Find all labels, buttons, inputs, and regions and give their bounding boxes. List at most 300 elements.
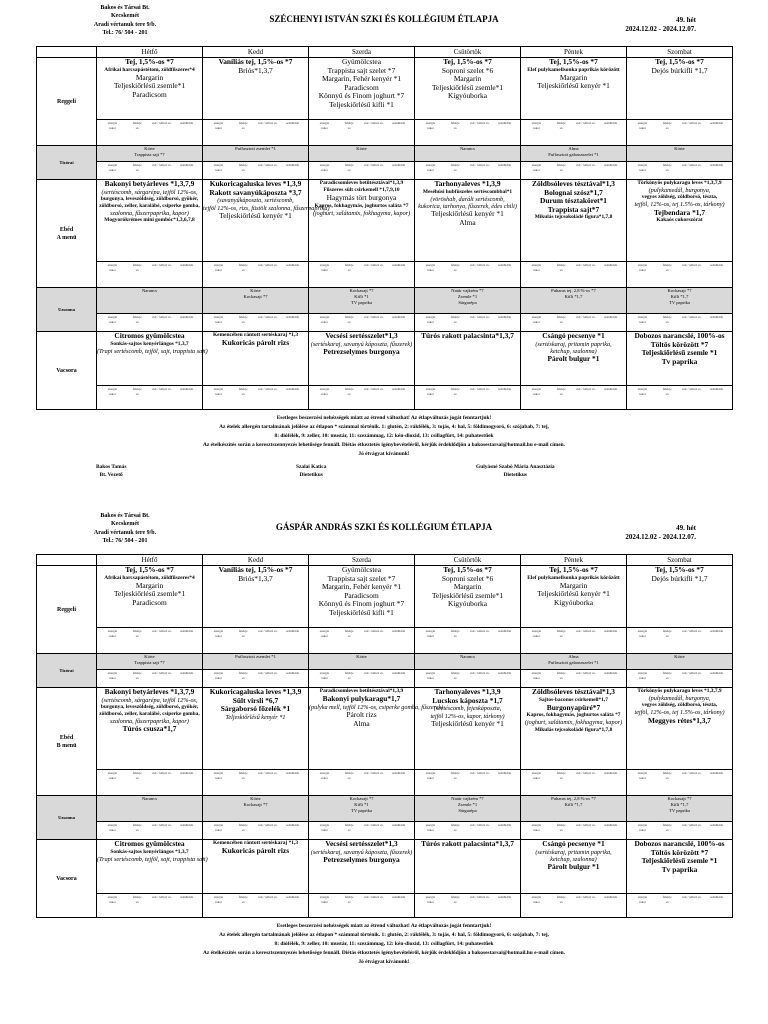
- dish-line: Sajtos-baconos csirkemell*1,7: [539, 696, 608, 703]
- snack-item: Zsemle *1: [457, 294, 478, 299]
- nutrition-label: cukor: [214, 828, 222, 832]
- nutrition-label: cukor: [638, 900, 646, 904]
- dish-line: (Trapi sertéscomb, tejföl, sajt, trappista sajt): [97, 347, 208, 355]
- dish-line: Túrós rakott palacsinta*1,3,7: [421, 839, 514, 848]
- day-header: Hétfő: [97, 47, 203, 58]
- nutrition-label: zsír / telített zs.: [470, 315, 490, 319]
- dish-cell: [97, 566, 203, 628]
- company-line: Aradi vértanuk tere 9/b.: [93, 529, 157, 536]
- dish-line: Zöldbsóleves tésztával*1,3: [532, 179, 615, 188]
- nutrition-label: só: [453, 776, 457, 780]
- dish-cell: [521, 688, 627, 770]
- nutrition-values: [627, 386, 732, 397]
- dish-cell: [97, 331, 208, 386]
- nutrition-values: [309, 314, 414, 325]
- dish-line: Vecsési sertésszelet*1,3: [325, 331, 398, 340]
- snack-cell: [203, 288, 309, 314]
- snack-item: Sárgarépa: [458, 808, 477, 813]
- nutrition-label: só: [135, 634, 139, 638]
- dish-line: Kukoricagaluska leves *1,3,9: [209, 687, 302, 696]
- snack-item: Körte: [250, 796, 261, 801]
- nutrition-cell: [309, 770, 415, 796]
- nutrition-label: energia: [107, 315, 118, 319]
- date-range: 2024.12.02 - 2024.12.07.: [625, 533, 696, 541]
- nutrition-label: energia: [213, 387, 224, 391]
- nutrition-cell: [627, 894, 733, 918]
- page-title: SZÉCHENYI ISTVÁN SZKI ÉS KOLLÉGIUM ÉTLAPJA: [269, 14, 499, 24]
- nutrition-label: energia: [637, 387, 648, 391]
- nutrition-cell: [521, 770, 627, 796]
- nutrition-cell: [521, 628, 627, 654]
- dish-line: Margarin, Fehér kenyér *1: [321, 582, 402, 592]
- nutrition-label: energia: [637, 771, 648, 775]
- dish-line: Tej, 1,5%-os *7: [125, 57, 174, 66]
- nutrition-cell: [415, 314, 521, 332]
- footer-line: 8: diófélék, 9: zeller, 10: mustár, 11: szezámmag, 12: kén-dioxid, 13: csillagfürt, 14: puhatestűek: [274, 433, 494, 439]
- nutrition-label: zsír / telített zs.: [576, 629, 596, 633]
- nutrition-label: cukor: [532, 828, 540, 832]
- dish-line: Paradicsom: [344, 590, 379, 600]
- day-header: Kedd: [203, 47, 309, 58]
- snack-item: TV paprika: [669, 808, 690, 813]
- nutrition-label: zsír / telített zs.: [258, 771, 278, 775]
- dish-line: (Trapi sertéscomb, tejföl, sajt, trappista sajt): [97, 855, 208, 863]
- nutrition-label: szénhidrát: [286, 895, 300, 899]
- dish-cell: [627, 840, 733, 894]
- nutrition-label: energia: [425, 771, 436, 775]
- nutrition-label: só: [347, 828, 351, 832]
- nutrition-label: energia: [531, 263, 542, 267]
- nutrition-label: energia: [425, 163, 436, 167]
- dish-cell: [309, 180, 415, 262]
- nutrition-row: [37, 628, 733, 654]
- nutrition-label: só: [241, 320, 245, 324]
- dish-cell: [203, 688, 309, 770]
- nutrition-label: fehérje: [132, 387, 142, 391]
- meal-label: [37, 840, 97, 918]
- nutrition-label: energia: [637, 315, 648, 319]
- signatures: [36, 459, 732, 489]
- dish-line: Petrezselymes burgonya: [323, 347, 400, 356]
- company-line: Tel.: 76/ 504 - 201: [102, 538, 148, 545]
- nutrition-values: [203, 894, 308, 905]
- dish-line: Afrikai harcsapástétom, zöldfűszeres*4: [104, 66, 195, 73]
- nutrition-label: só: [347, 268, 351, 272]
- nutrition-label: zsír / telített zs.: [682, 895, 702, 899]
- nutrition-label: cukor: [214, 320, 222, 324]
- nutrition-label: só: [135, 900, 139, 904]
- nutrition-label: zsír / telített zs.: [576, 163, 596, 167]
- dish-cell: [521, 58, 627, 120]
- nutrition-label: cukor: [426, 320, 434, 324]
- nutrition-label: cukor: [214, 900, 222, 904]
- dish-line: tejföl 12%-os, rizs, füstölt szalonna, fűszerpaprika): [203, 204, 330, 212]
- nutrition-label: cukor: [108, 676, 116, 680]
- snack-row: [37, 654, 733, 670]
- dish-line: Tej, 1,5%-os *7: [655, 565, 704, 574]
- nutrition-values: [521, 314, 626, 325]
- dish-line: Vecsési sertésszelet*1,3: [325, 839, 398, 848]
- signatory-role: Dietetikus: [503, 472, 527, 478]
- nutrition-label: energia: [213, 823, 224, 827]
- nutrition-label: energia: [531, 121, 542, 125]
- nutrition-values: [203, 162, 308, 173]
- day-header-row: [37, 555, 733, 566]
- nutrition-label: só: [241, 126, 245, 130]
- nutrition-label: energia: [637, 823, 648, 827]
- snack-item: Narancs: [141, 796, 158, 801]
- nutrition-label: zsír / telített zs.: [152, 263, 172, 267]
- nutrition-label: cukor: [320, 126, 328, 130]
- nutrition-label: szénhidrát: [710, 671, 724, 675]
- snack-item: Alma: [568, 146, 579, 151]
- nutrition-label: zsír / telített zs.: [682, 823, 702, 827]
- nutrition-label: szénhidrát: [286, 629, 300, 633]
- snack-cell: [97, 146, 203, 162]
- day-header: Péntek: [521, 555, 627, 566]
- nutrition-label: energia: [107, 163, 118, 167]
- nutrition-label: zsír / telített zs.: [470, 263, 490, 267]
- nutrition-label: cukor: [108, 168, 116, 172]
- nutrition-label: cukor: [320, 320, 328, 324]
- nutrition-cell: [203, 314, 309, 332]
- dish-cell: [627, 180, 733, 262]
- nutrition-values: [203, 314, 308, 325]
- nutrition-label: fehérje: [556, 671, 566, 675]
- nutrition-cell: [415, 162, 521, 180]
- nutrition-label: fehérje: [238, 823, 248, 827]
- nutrition-label: zsír / telített zs.: [576, 121, 596, 125]
- meal-label: [37, 180, 97, 288]
- dish-line: zöldborsó, zeller, karalábé, csiperke gomba,: [99, 711, 200, 717]
- nutrition-label: só: [559, 392, 563, 396]
- footer-line: 8: diófélék, 9: zeller, 10: mustár, 11: szezámmag, 12: kén-dioxid, 13: csillagfürt, 14: puhatestűek: [274, 941, 494, 947]
- dish-line: Bakonyi betyárleves *1,3,7,9: [104, 179, 195, 188]
- signature-block: [476, 463, 555, 479]
- nutrition-label: só: [135, 828, 139, 832]
- dish-line: Paradicsomleves betűtésztával*1,3,9: [319, 180, 404, 186]
- nutrition-label: cukor: [638, 392, 646, 396]
- dish-line: Soproni szelet *6: [441, 573, 494, 583]
- nutrition-values: [521, 894, 626, 905]
- nutrition-label: szénhidrát: [392, 315, 406, 319]
- nutrition-cell: [203, 628, 309, 654]
- nutrition-label: szénhidrát: [392, 163, 406, 167]
- dish-line: zöldborsó, zeller, karalábé, csiperke gomba,: [99, 203, 200, 209]
- nutrition-cell: [521, 822, 627, 840]
- nutrition-label: cukor: [532, 676, 540, 680]
- nutrition-label: fehérje: [556, 163, 566, 167]
- dish-line: Dejós búrkifli *1,7: [651, 573, 708, 583]
- dish-line: Sült virsli *6,7: [232, 695, 279, 705]
- nutrition-label: fehérje: [132, 771, 142, 775]
- dish-line: Csángó pecsenye *1: [542, 331, 605, 340]
- nutrition-label: só: [241, 776, 245, 780]
- dish-line: Vaníliás tej, 1,5%-os *7: [218, 565, 293, 574]
- dish-line: Elef pulykamellsonka paprikás körözött: [527, 66, 620, 73]
- nutrition-label: só: [559, 676, 563, 680]
- nutrition-values: [415, 628, 520, 639]
- nutrition-cell: [415, 628, 521, 654]
- dish-line: Afrikai harcsapástétom, zöldfűszeres*4: [104, 574, 195, 581]
- nutrition-values: [627, 670, 732, 681]
- dish-line: (sertéskaraj, pritamin paprika,: [535, 340, 612, 348]
- dish-cell: [203, 332, 309, 386]
- nutrition-label: energia: [319, 629, 330, 633]
- nutrition-label: fehérje: [132, 263, 142, 267]
- nutrition-row: [37, 894, 733, 918]
- snack-cell: [203, 654, 309, 670]
- nutrition-cell: [521, 314, 627, 332]
- nutrition-label: energia: [319, 163, 330, 167]
- nutrition-label: energia: [319, 387, 330, 391]
- dish-cell: [521, 332, 627, 386]
- week-block: [625, 16, 696, 34]
- nutrition-label: só: [241, 828, 245, 832]
- nutrition-label: só: [559, 634, 563, 638]
- nutrition-label: cukor: [532, 776, 540, 780]
- nutrition-label: zsír / telített zs.: [258, 895, 278, 899]
- meal-label-text: Tízórai: [59, 667, 74, 673]
- nutrition-label: fehérje: [556, 121, 566, 125]
- nutrition-label: energia: [425, 121, 436, 125]
- nutrition-label: fehérje: [556, 387, 566, 391]
- dish-line: Párolt rizs: [346, 710, 377, 719]
- nutrition-row: [37, 822, 733, 840]
- nutrition-label: energia: [319, 121, 330, 125]
- nutrition-label: szénhidrát: [180, 315, 194, 319]
- nutrition-label: cukor: [426, 776, 434, 780]
- nutrition-label: fehérje: [344, 823, 354, 827]
- nutrition-label: fehérje: [556, 315, 566, 319]
- nutrition-values: [309, 262, 414, 273]
- snack-item: Kifli *1: [354, 802, 369, 807]
- nutrition-cell: [309, 822, 415, 840]
- snack-cell: [309, 146, 415, 162]
- nutrition-label: szénhidrát: [710, 823, 724, 827]
- nutrition-label: energia: [107, 263, 118, 267]
- dish-line: Kakaós cukorszórat: [656, 217, 703, 224]
- nutrition-values: [521, 162, 626, 173]
- nutrition-label: fehérje: [450, 387, 460, 391]
- nutrition-label: szénhidrát: [604, 315, 618, 319]
- nutrition-label: cukor: [214, 126, 222, 130]
- nutrition-label: zsír / telített zs.: [470, 771, 490, 775]
- nutrition-label: só: [559, 320, 563, 324]
- nutrition-label: fehérje: [450, 671, 460, 675]
- nutrition-label: só: [453, 168, 457, 172]
- nutrition-label: só: [241, 634, 245, 638]
- dish-line: Bolognai szósz*1,7: [544, 187, 603, 197]
- nutrition-values: [97, 386, 202, 397]
- nutrition-label: energia: [107, 387, 118, 391]
- snack-cell: [309, 654, 415, 670]
- snack-item: Narancs: [459, 146, 476, 151]
- snack-cell: [627, 146, 733, 162]
- menu-table: [36, 46, 733, 410]
- nutrition-cell: [627, 386, 733, 410]
- nutrition-label: energia: [319, 671, 330, 675]
- nutrition-label: szénhidrát: [180, 387, 194, 391]
- dish-line: Teljeskiőrlésű kenyér *1: [431, 209, 504, 219]
- nutrition-label: energia: [107, 823, 118, 827]
- footer-line: Az ételek allergén tartalmának jelölése az étlapon * számmal történik. 1: glutén, 2: rákfélék, 3: tojás, 4: hal, 5: földimogyoró, 6: szójabab, 7: tej,: [219, 424, 549, 430]
- nutrition-cell: [203, 262, 309, 288]
- nutrition-label: só: [453, 320, 457, 324]
- snack-item: Kifli *1,7: [564, 294, 583, 299]
- dish-line: Könnyű és Finom joghurt *7: [318, 91, 405, 101]
- nutrition-label: szénhidrát: [604, 121, 618, 125]
- nutrition-label: szénhidrát: [498, 895, 512, 899]
- nutrition-label: fehérje: [132, 671, 142, 675]
- nutrition-values: [521, 262, 626, 273]
- dish-line: Petrezselymes burgonya: [323, 855, 400, 864]
- nutrition-label: fehérje: [556, 823, 566, 827]
- snack-item: Puffasztott gabonaszelet *1: [548, 660, 599, 665]
- nutrition-cell: [97, 162, 203, 180]
- nutrition-label: szénhidrát: [392, 771, 406, 775]
- nutrition-label: fehérje: [238, 771, 248, 775]
- dish-line: tejföl, 12%-os, tej 1.5%-os, tárkony): [634, 201, 725, 209]
- nutrition-label: só: [347, 776, 351, 780]
- nutrition-label: só: [559, 900, 563, 904]
- dish-line: Teljeskiőrlésű kifli *1: [329, 607, 394, 617]
- nutrition-label: zsír / telített zs.: [152, 671, 172, 675]
- snack-cell: [627, 654, 733, 670]
- nutrition-cell: [97, 770, 203, 796]
- nutrition-label: zsír / telített zs.: [470, 387, 490, 391]
- snack-item: Kockasajt *7: [667, 288, 692, 293]
- dish-line: Elef pulykamellsonka paprikás körözött: [527, 574, 620, 581]
- nutrition-values: [97, 894, 202, 905]
- nutrition-label: energia: [213, 263, 224, 267]
- nutrition-label: fehérje: [450, 263, 460, 267]
- dish-line: Tej, 1,5%-os *7: [443, 565, 492, 574]
- nutrition-values: [203, 770, 308, 781]
- nutrition-label: szénhidrát: [180, 263, 194, 267]
- nutrition-values: [521, 120, 626, 131]
- nutrition-label: fehérje: [662, 671, 672, 675]
- dish-line: (vöröshab, darált sertéscomb,: [430, 195, 505, 203]
- nutrition-label: zsír / telített zs.: [682, 163, 702, 167]
- nutrition-label: energia: [319, 263, 330, 267]
- nutrition-values: [521, 386, 626, 397]
- nutrition-values: [627, 120, 732, 131]
- nutrition-label: szénhidrát: [498, 629, 512, 633]
- nutrition-values: [415, 162, 520, 173]
- nutrition-cell: [203, 670, 309, 688]
- nutrition-label: zsír / telített zs.: [258, 671, 278, 675]
- nutrition-cell: [97, 628, 203, 654]
- nutrition-label: szénhidrát: [392, 387, 406, 391]
- nutrition-label: fehérje: [662, 163, 672, 167]
- nutrition-label: cukor: [638, 168, 646, 172]
- snack-row: [37, 796, 733, 822]
- nutrition-label: só: [135, 268, 139, 272]
- nutrition-label: fehérje: [344, 629, 354, 633]
- dish-line: Vaníliás tej, 1,5%-os *7: [218, 57, 293, 66]
- nutrition-label: szénhidrát: [498, 121, 512, 125]
- nutrition-values: [415, 386, 520, 397]
- nutrition-label: cukor: [426, 634, 434, 638]
- nutrition-values: [627, 314, 732, 325]
- dish-line: Kukoricagaluska leves *1,3,9: [209, 179, 302, 188]
- nutrition-cell: [521, 670, 627, 688]
- nutrition-row: [37, 162, 733, 180]
- nutrition-label: zsír / telített zs.: [364, 895, 384, 899]
- nutrition-label: energia: [425, 671, 436, 675]
- signatory-name: Gulyásné Szabó Mária Anasztázia: [476, 464, 555, 470]
- nutrition-cell: [521, 386, 627, 410]
- nutrition-label: fehérje: [238, 629, 248, 633]
- snack-cell: [415, 654, 521, 670]
- nutrition-label: zsír / telített zs.: [364, 671, 384, 675]
- nutrition-label: energia: [213, 771, 224, 775]
- nutrition-label: cukor: [214, 392, 222, 396]
- nutrition-label: cukor: [638, 634, 646, 638]
- nutrition-label: zsír / telített zs.: [682, 387, 702, 391]
- nutrition-label: energia: [319, 895, 330, 899]
- nutrition-label: energia: [531, 823, 542, 827]
- meal-row: [37, 566, 733, 628]
- nutrition-values: [415, 314, 520, 325]
- nutrition-label: szénhidrát: [710, 315, 724, 319]
- meal-label: [37, 654, 97, 688]
- nutrition-cell: [309, 162, 415, 180]
- nutrition-values: [415, 262, 520, 273]
- nutrition-label: só: [453, 268, 457, 272]
- nutrition-label: zsír / telített zs.: [682, 121, 702, 125]
- nutrition-row: [37, 314, 733, 332]
- snack-item: Körte: [144, 654, 155, 659]
- nutrition-label: só: [665, 320, 669, 324]
- nutrition-label: cukor: [638, 320, 646, 324]
- dish-line: Teljeskiőrlésű kifli *1: [329, 99, 394, 109]
- meal-label: [37, 332, 97, 410]
- nutrition-values: [521, 628, 626, 639]
- meal-row: [37, 180, 733, 262]
- dish-line: Teljeskiőrlésű zsemle *1: [641, 348, 718, 358]
- meal-row: [37, 332, 733, 386]
- nutrition-label: só: [347, 676, 351, 680]
- nutrition-label: szénhidrát: [710, 629, 724, 633]
- nutrition-label: fehérje: [132, 823, 142, 827]
- meal-label-text: Uzsonna: [58, 814, 75, 820]
- nutrition-label: só: [453, 392, 457, 396]
- dish-line: burgonya, leveszöldség, zöldborsó, gyökér,: [100, 196, 199, 202]
- meal-label: [37, 796, 97, 840]
- meal-row: [37, 58, 733, 120]
- dish-cell: [627, 688, 733, 770]
- nutrition-label: energia: [213, 629, 224, 633]
- nutrition-label: fehérje: [450, 121, 460, 125]
- dish-cell: [97, 688, 203, 770]
- nutrition-label: cukor: [214, 634, 222, 638]
- day-header: Csütörtök: [415, 47, 521, 58]
- dish-line: vegyes zöldség, zöldborsó, tészta,: [641, 194, 718, 201]
- day-header: Kedd: [203, 555, 309, 566]
- nutrition-label: só: [559, 268, 563, 272]
- snack-cell: [521, 288, 627, 314]
- nutrition-cell: [627, 120, 733, 146]
- nutrition-label: szénhidrát: [286, 387, 300, 391]
- nutrition-cell: [415, 770, 521, 796]
- dish-line: Bakonyi pulykaragu*1,7: [322, 694, 401, 703]
- page-title: GÁSPÁR ANDRÁS SZKI ÉS KOLLÉGIUM ÉTLAPJA: [275, 522, 493, 532]
- nutrition-label: fehérje: [450, 771, 460, 775]
- signature-block: [296, 463, 326, 479]
- nutrition-label: cukor: [426, 828, 434, 832]
